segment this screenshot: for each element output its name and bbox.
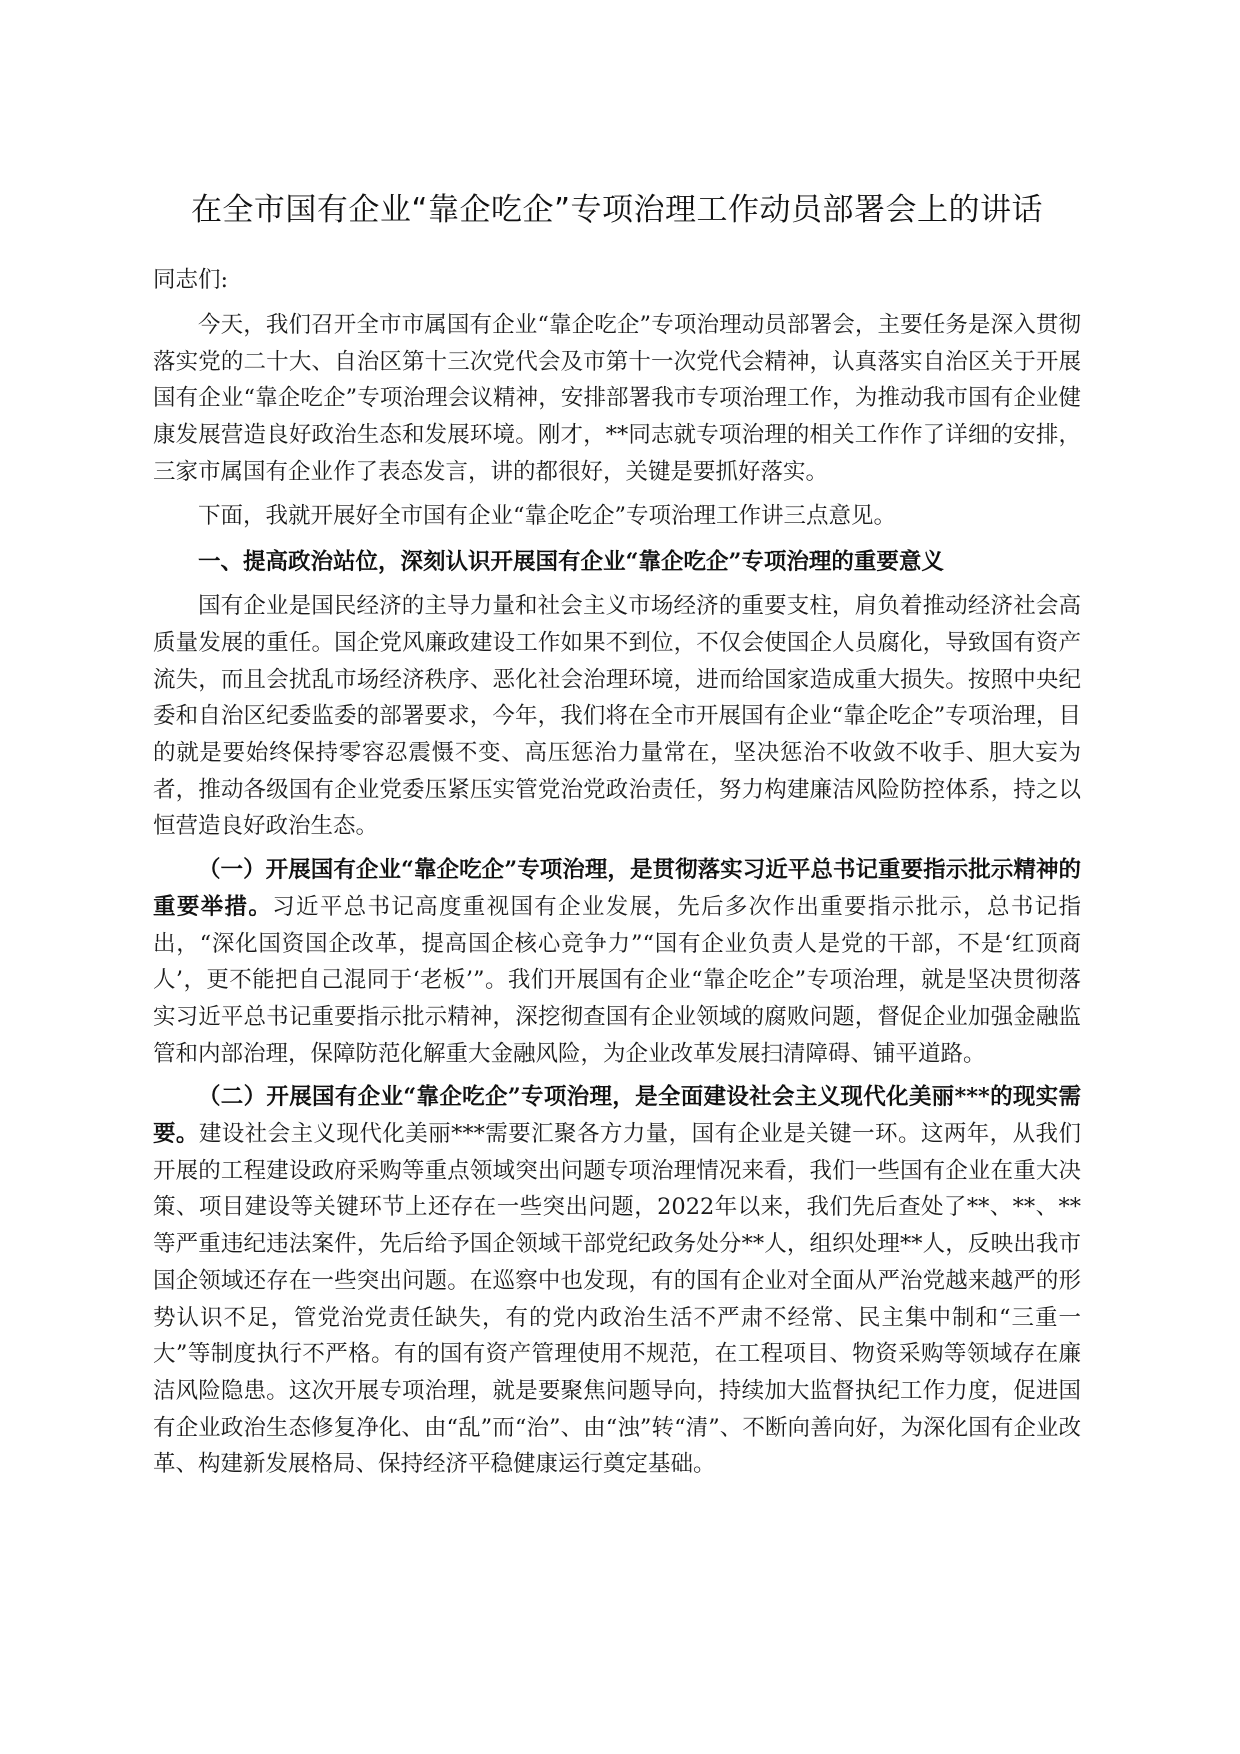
- section-heading-1: 一、提高政治站位，深刻认识开展国有企业“靠企吃企”专项治理的重要意义: [198, 549, 944, 576]
- paragraph-significance: 国有企业是国民经济的主导力量和社会主义市场经济的重要支柱，肩负着推动经济社会高质量发展的重任。国企党风廉政建设工作如果不到位，不仅会使国企人员腐化，导致国有资产流失，而且会扰乱市场经济秩序、恶化社会治理环境，进而给国家造成重大损失。按照中央纪委和自治区纪委监委的部署要求，今年，我们将在全市开展国有企业“靠企吃企”专项治理，目的就是要始终保持零容忍震慑不变、高压惩治力量常在，坚决惩治不收敛不收手、胆大妄为者，推动各级国有企业党委压紧压实管党治党政治责任，努力构建廉洁风险防控体系，持之以恒营造良好政治生态。: [153, 593, 1081, 840]
- paragraph-three-points: 下面，我就开展好全市国有企业“靠企吃企”专项治理工作讲三点意见。: [198, 502, 897, 529]
- salutation: 同志们:: [153, 267, 229, 293]
- point-1-body: 习近平总书记高度重视国有企业发展，先后多次作出重要指示批示，总书记指出，“深化国资国企改革，提高国企核心竞争力”“国有企业负责人是党的干部，不是‘红顶商人’，更不能把自己混同于‘老板’”。我们开展国有企业“靠企吃企”专项治理，就是坚决贯彻落实习近平总书记重要指示批示精神，深挖彻查国有企业领域的腐败问题，督促企业加强金融监管和内部治理，保障防范化解重大金融风险，为企业改革发展扫清障碍、铺平道路。: [153, 893, 1081, 1067]
- point-2-body: 建设社会主义现代化美丽***需要汇聚各方力量，国有企业是关键一环。这两年，从我们开展的工程建设政府采购等重点领域突出问题专项治理情况来看，我们一些国有企业在重大决策、项目建设等关键环节上还存在一些突出问题，2022年以来，我们先后查处了**、**、**等严重违纪违法案件，先后给予国企领域干部党纪政务处分**人，组织处理**人，反映出我市国企领域还存在一些突出问题。在巡察中也发现，有的国有企业对全面从严治党越来越严的形势认识不足，管党治党责任缺失，有的党内政治生活不严肃不经常、民主集中制和“三重一大”等制度执行不严格。有的国有资产管理使用不规范，在工程项目、物资采购等领域存在廉洁风险隐患。这次开展专项治理，就是要聚焦问题导向，持续加大监督执纪工作力度，促进国有企业政治生态修复净化、由“乱”而“治”、由“浊”转“清”、不断向善向好，为深化国有企业改革、构建新发展格局、保持经济平稳健康运行奠定基础。: [153, 1121, 1081, 1478]
- point-2-lead: （二）开展国有企业“靠企吃企”专项治理，是全面建设社会主义现代化美丽***的现实需要。: [153, 1084, 1081, 1148]
- document-page: [153, 190, 1081, 1483]
- point-1-lead: （一）开展国有企业“靠企吃企”专项治理，是贯彻落实习近平总书记重要指示批示精神的重要举措。: [153, 857, 1081, 920]
- paragraph-point-2: [153, 1079, 1081, 1483]
- paragraph-opening: 今天，我们召开全市市属国有企业“靠企吃企”专项治理动员部署会，主要任务是深入贯彻落实党的二十大、自治区第十三次党代会及市第十一次党代会精神，认真落实自治区关于开展国有企业“靠企吃企”专项治理会议精神，安排部署我市专项治理工作，为推动我市国有企业健康发展营造良好政治生态和发展环境。刚才，**同志就专项治理的相关工作作了详细的安排，三家市属国有企业作了表态发言，讲的都很好，关键是要抓好落实。: [153, 312, 1081, 485]
- document-title: 在全市国有企业“靠企吃企”专项治理工作动员部署会上的讲话: [190, 192, 1044, 228]
- paragraph-point-1: [153, 852, 1081, 1072]
